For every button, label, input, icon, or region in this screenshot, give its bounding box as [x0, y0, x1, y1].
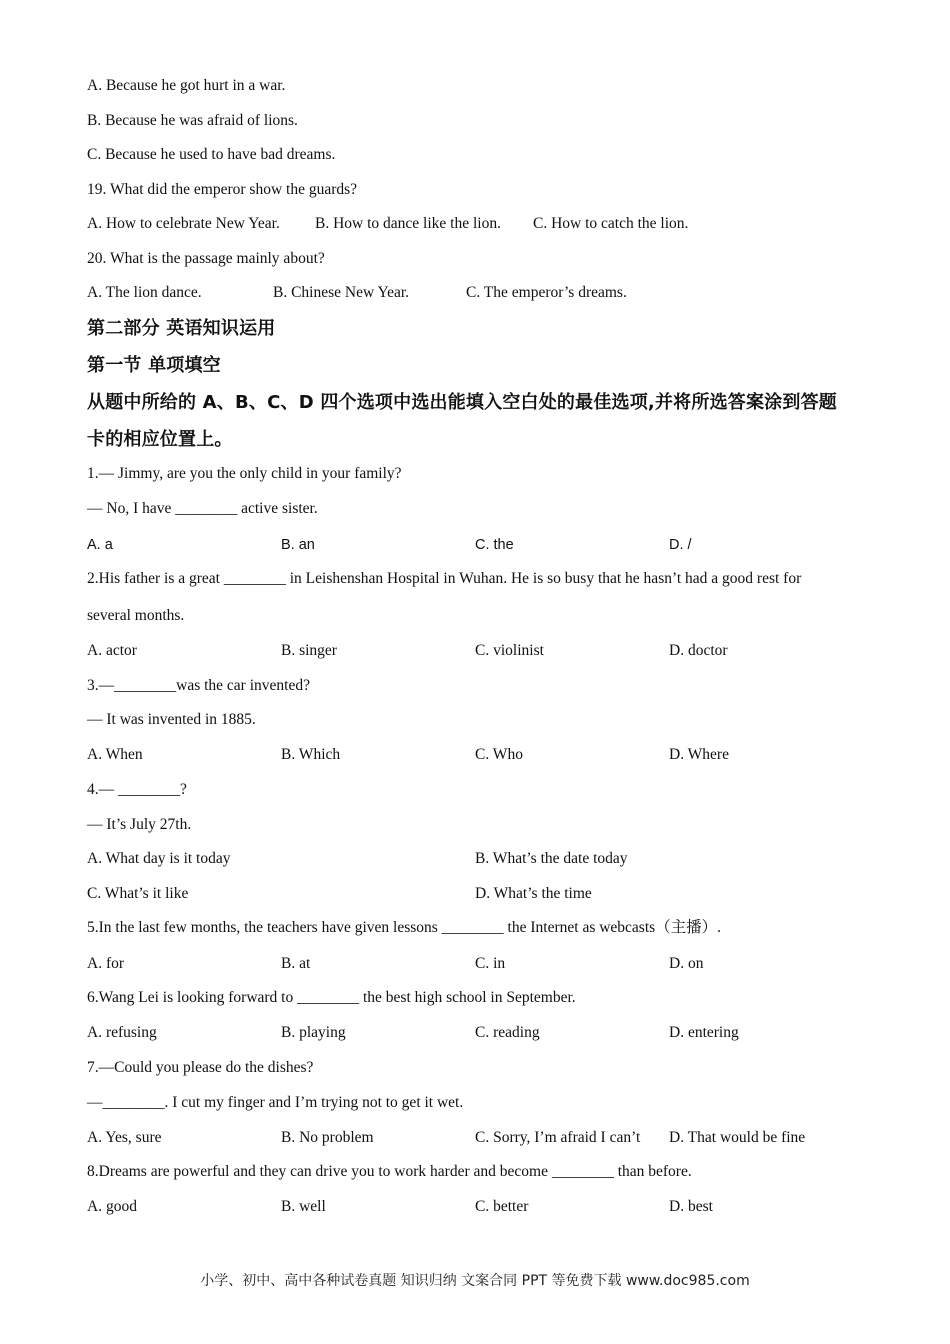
q8-option-d: D. best: [669, 1198, 713, 1215]
q8-option-b: B. well: [281, 1198, 326, 1215]
q19-option-a: A. How to celebrate New Year.: [87, 215, 280, 232]
q19-option-b: B. How to dance like the lion.: [315, 215, 501, 232]
q18-option-c: C. Because he used to have bad dreams.: [87, 146, 336, 163]
q7-option-b: B. No problem: [281, 1129, 374, 1146]
q2-option-b: B. singer: [281, 642, 337, 659]
q8-option-a: A. good: [87, 1198, 137, 1215]
q19-option-c: C. How to catch the lion.: [533, 215, 689, 232]
q2-option-d: D. doctor: [669, 642, 728, 659]
q3-option-c: C. Who: [475, 746, 523, 763]
q6-option-b: B. playing: [281, 1024, 346, 1041]
q5-option-d: D. on: [669, 955, 704, 972]
q3-option-b: B. Which: [281, 746, 341, 763]
q4-option-c: C. What’s it like: [87, 885, 189, 902]
q7-option-d: D. That would be fine: [669, 1129, 806, 1146]
q3-line-2: — It was invented in 1885.: [87, 711, 256, 728]
part-title: 第二部分 英语知识运用: [87, 318, 276, 339]
q7-line-2: —________. I cut my finger and I’m trying not to get it wet.: [87, 1094, 464, 1111]
q6-option-a: A. refusing: [87, 1024, 157, 1041]
q20-option-b: B. Chinese New Year.: [273, 284, 410, 301]
q3-line-1: 3.—________was the car invented?: [87, 677, 310, 694]
q2-option-a: A. actor: [87, 642, 137, 659]
q5-option-b: B. at: [281, 955, 311, 972]
section-title: 第一节 单项填空: [87, 355, 221, 376]
q6-option-d: D. entering: [669, 1024, 739, 1041]
q20-stem: 20. What is the passage mainly about?: [87, 250, 325, 267]
q5-line-1: 5.In the last few months, the teachers have given lessons ________ the Internet as webcasts（主播）.: [87, 919, 722, 936]
instruction-line-2: 卡的相应位置上。: [87, 429, 233, 450]
instruction-line-1: 从题中所给的 A、B、C、D 四个选项中选出能填入空白处的最佳选项,并将所选答案涂到答题: [87, 392, 837, 413]
q4-line-2: — It’s July 27th.: [87, 816, 192, 833]
q4-option-a: A. What day is it today: [87, 850, 231, 867]
q7-option-c: C. Sorry, I’m afraid I can’t: [475, 1129, 641, 1146]
q20-option-a: A. The lion dance.: [87, 284, 202, 301]
q7-option-a: A. Yes, sure: [87, 1129, 162, 1146]
q1-option-b: B. an: [281, 537, 315, 553]
q1-line-1: 1.— Jimmy, are you the only child in your family?: [87, 465, 402, 482]
q2-line-1: 2.His father is a great ________ in Leishenshan Hospital in Wuhan. He is so busy that he hasn’t had a good rest for: [87, 570, 802, 587]
q20-option-c: C. The emperor’s dreams.: [466, 284, 627, 301]
q6-option-c: C. reading: [475, 1024, 540, 1041]
page-footer: 小学、初中、高中各种试卷真题 知识归纳 文案合同 PPT 等免费下载 www.doc985.com: [200, 1273, 750, 1289]
q4-line-1: 4.— ________?: [87, 781, 187, 798]
q1-option-a: A. a: [87, 537, 113, 553]
q19-stem: 19. What did the emperor show the guards?: [87, 181, 358, 198]
q18-option-a: A. Because he got hurt in a war.: [87, 77, 286, 94]
q4-option-d: D. What’s the time: [475, 885, 592, 902]
q3-option-d: D. Where: [669, 746, 729, 763]
q8-line-1: 8.Dreams are powerful and they can drive you to work harder and become ________ than before.: [87, 1163, 692, 1180]
q2-line-2: several months.: [87, 607, 185, 624]
q3-option-a: A. When: [87, 746, 143, 763]
q5-option-a: A. for: [87, 955, 125, 972]
q4-option-b: B. What’s the date today: [475, 850, 628, 867]
q7-line-1: 7.—Could you please do the dishes?: [87, 1059, 314, 1076]
q5-option-c: C. in: [475, 955, 506, 972]
q8-option-c: C. better: [475, 1198, 529, 1215]
q1-option-d: D. /: [669, 537, 692, 553]
q1-option-c: C. the: [475, 537, 514, 553]
q18-option-b: B. Because he was afraid of lions.: [87, 112, 298, 129]
q1-line-2: — No, I have ________ active sister.: [87, 500, 318, 517]
q6-line-1: 6.Wang Lei is looking forward to ________ the best high school in September.: [87, 989, 576, 1006]
q2-option-c: C. violinist: [475, 642, 544, 659]
